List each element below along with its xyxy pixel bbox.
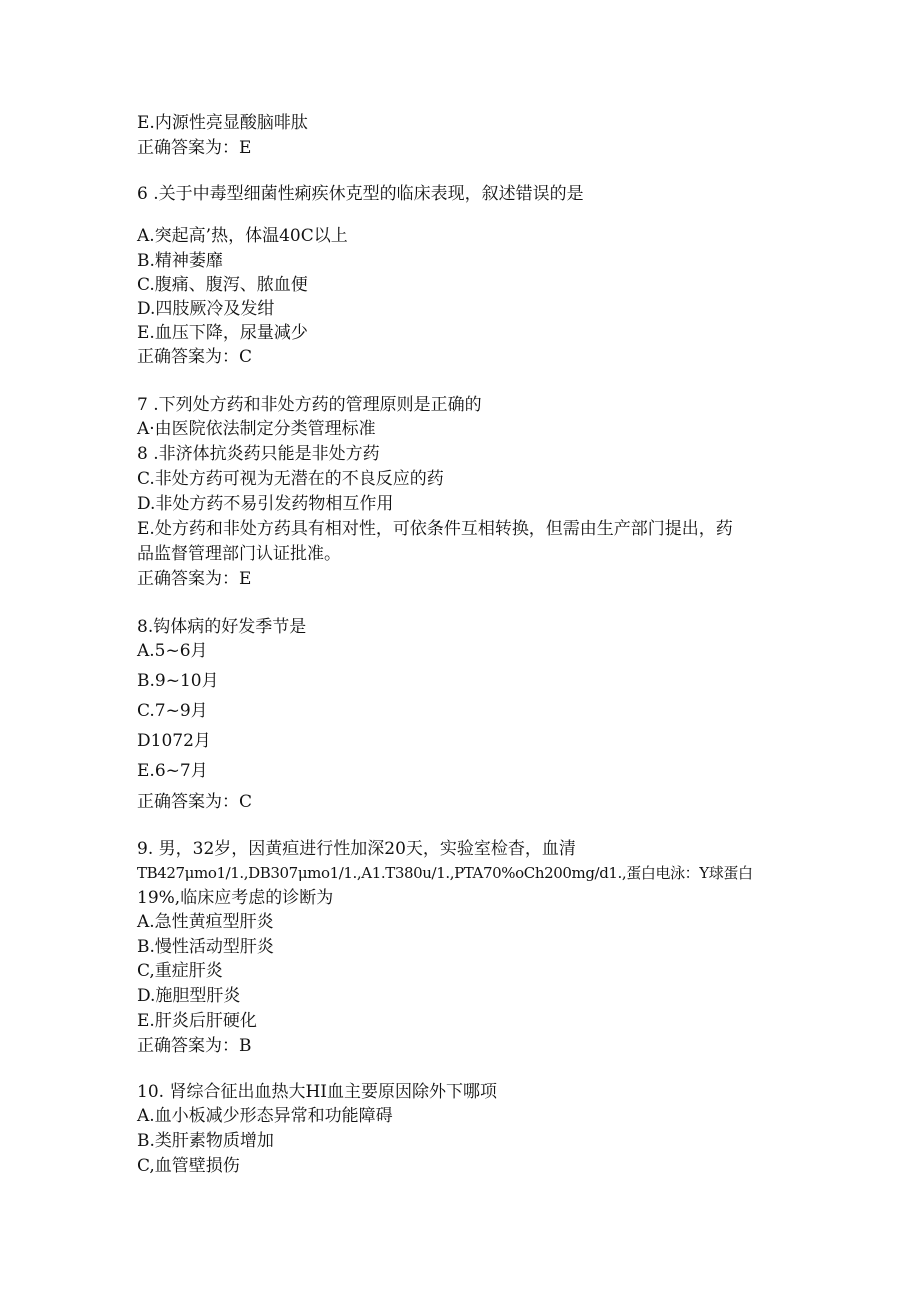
q10-option-c: C,血管壁损伤 [137, 1156, 240, 1176]
q8-option-c: C.7~9月 [137, 701, 208, 721]
q8-stem: 8.钩体病的好发季节是 [137, 617, 307, 637]
q9-option-e: E.肝炎后肝硬化 [137, 1011, 257, 1031]
q8-option-b: B.9~10月 [137, 671, 219, 691]
q10-option-b: B.类肝素物质增加 [137, 1131, 274, 1151]
q8-answer: 正确答案为：C [137, 792, 253, 812]
q10-option-a: A.血小板减少形态异常和功能障碍 [137, 1106, 393, 1126]
q7-option-d: D.非处方药不易引发药物相互作用 [137, 494, 394, 514]
q6-stem: 6 .关于中毒型细菌性痢疾休克型的临床表现，叙述错误的是 [137, 184, 584, 204]
q9-answer: 正确答案为：B [137, 1036, 252, 1056]
q7-option-e: E.处方药和非处方药具有相对性，可依条件互相转换，但需由生产部门提出，药 [137, 519, 733, 539]
q6-option-e: E.血压下降，尿量减少 [137, 323, 308, 343]
q7-option-b: 8 .非济体抗炎药只能是非处方药 [137, 444, 380, 464]
q6-option-a: A.突起高’热，体温40C以上 [137, 226, 348, 246]
q8-option-e: E.6~7月 [137, 761, 208, 781]
q5-option-e: E.内源性亮显酸脑啡肽 [137, 113, 308, 133]
q9-option-b: B.慢性活动型肝炎 [137, 937, 274, 957]
q10-stem: 10. 肾综合征出血热大HI血主要原因除外下哪项 [137, 1082, 497, 1102]
q6-option-b: B.精神萎靡 [137, 251, 223, 271]
q7-answer: 正确答案为：E [137, 569, 252, 589]
q9-option-c: C,重症肝炎 [137, 961, 223, 981]
q9-stem-line-3: 19%,临床应考虑的诊断为 [137, 888, 334, 908]
q9-option-d: D.施胆型肝炎 [137, 986, 241, 1006]
q9-stem-line-1: 9. 男，32岁，因黄疸进行性加深20天，实验室检杳，血清 [137, 839, 576, 859]
q9-option-a: A.急性黄疸型肝炎 [137, 912, 274, 932]
q8-option-d: D1072月 [137, 731, 211, 751]
q6-answer: 正确答案为：C [137, 347, 253, 367]
q7-option-e-continued: 品监督管理部门认证批准。 [137, 544, 341, 564]
q6-option-c: C.腹痛、腹泻、脓血便 [137, 275, 308, 295]
q6-option-d: D.四肢厥冷及发绀 [137, 299, 275, 319]
q7-stem: 7 .下列处方药和非处方药的管理原则是正确的 [137, 395, 482, 415]
q7-option-c: C.非处方药可视为无潜在的不良反应的药 [137, 469, 444, 489]
q5-answer: 正确答案为：E [137, 138, 252, 158]
q9-stem-line-2: TB427μmo1∕1.,DB307μmo1∕1.,A1.T380u∕1.,PTA70%oCh200mg∕d1.,蛋白电泳：Y球蛋白 [137, 864, 753, 882]
q8-option-a: A.5~6月 [137, 641, 208, 661]
q7-option-a: A·由医院依法制定分类管理标准 [137, 419, 376, 439]
